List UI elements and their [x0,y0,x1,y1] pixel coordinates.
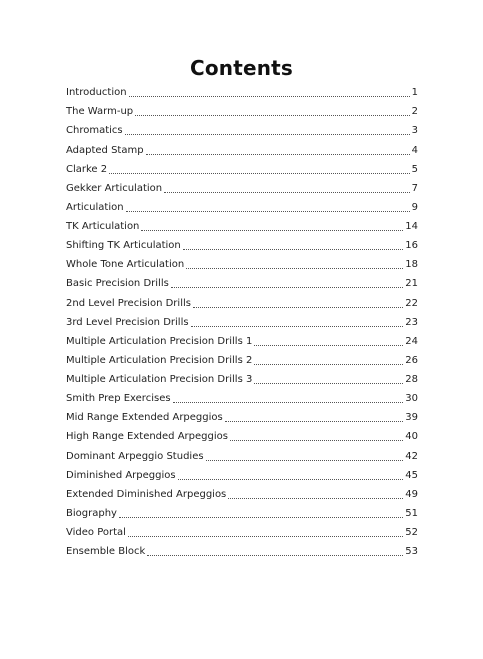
toc-entry-page-number: 16 [405,240,418,252]
dot-leader [171,287,403,288]
toc-entry-label: Multiple Articulation Precision Drills 2 [66,354,253,366]
dot-leader [191,326,404,327]
toc-entry-label: Extended Diminished Arpeggios [66,488,227,500]
toc-entry [66,252,418,271]
toc-entry [66,367,418,386]
toc-entry-page-number: 26 [405,354,418,366]
dot-leader [228,498,403,499]
dot-leader [164,192,410,193]
dot-leader [128,536,403,537]
toc-entry [66,195,418,214]
toc-entry-label: Whole Tone Articulation [66,259,185,271]
toc-entry-page-number: 30 [405,393,418,405]
toc-entry-label: Multiple Articulation Precision Drills 3 [66,374,253,385]
toc-entry-page-number: 14 [405,221,418,232]
toc-entry [66,290,418,309]
toc-entry-label: Clarke 2 [66,163,108,175]
toc-entry-label: Dominant Arpeggio Studies [66,450,204,462]
toc-entry-label: High Range Extended Arpeggios [66,431,228,443]
toc-entry [66,233,418,252]
toc-entry-page-number: 5 [411,163,418,175]
toc-entry [66,80,418,99]
dot-leader [193,307,403,308]
toc-entry-label: Introduction [66,87,127,99]
dot-leader [119,517,403,518]
toc-entry-label: Video Portal [66,527,126,538]
toc-entry [66,482,418,501]
toc-entry [66,424,418,443]
toc-entry-page-number: 3 [411,125,418,137]
toc-entry [66,329,418,348]
dot-leader [254,345,403,346]
toc-entry-page-number: 51 [405,507,418,519]
page-title: Contents [189,56,294,80]
toc-entry-label: Ensemble Block [66,546,146,558]
toc-entry-label: Mid Range Extended Arpeggios [66,412,223,424]
toc-entry-label: The Warm-up [66,106,134,118]
toc-entry-page-number: 53 [405,546,418,558]
toc-entry [66,520,418,539]
toc-entry [66,118,418,137]
toc-entry [66,99,418,118]
dot-leader [225,421,404,422]
toc-entry [66,271,418,290]
toc-entry [66,463,418,482]
toc-entry-page-number: 21 [405,278,418,290]
toc-entry-label: Gekker Articulation [66,182,163,194]
dot-leader [178,479,404,480]
toc-entry-label: Shifting TK Articulation [66,240,181,252]
dot-leader [173,402,404,403]
dot-leader [147,555,403,556]
toc-entry-page-number: 22 [405,297,418,309]
toc-entry-page-number: 24 [405,335,418,347]
dot-leader [126,211,410,212]
dot-leader [254,364,403,365]
toc-entry-label: Biography [66,507,117,519]
toc-entry-page-number: 28 [405,374,418,385]
toc-entry-page-number: 23 [405,316,418,328]
toc-entry-label: Smith Prep Exercises [66,393,171,405]
toc-entry [66,405,418,424]
toc-entry [66,386,418,405]
toc-entry-label: Diminished Arpeggios [66,469,176,481]
toc-entry-page-number: 52 [405,527,418,538]
dot-leader [206,460,404,461]
toc-entry-page-number: 7 [411,182,418,194]
toc-entry-page-number: 45 [405,469,418,481]
dot-leader [109,173,409,174]
toc-entry-label: TK Articulation [66,221,140,232]
toc-entry-label: 3rd Level Precision Drills [66,316,189,328]
toc-entry [66,348,418,367]
dot-leader [230,440,403,441]
toc-entry-page-number: 42 [405,450,418,462]
toc-entry [66,176,418,195]
toc-entry [66,310,418,329]
dot-leader [146,154,410,155]
dot-leader [254,383,403,384]
toc-entry-label: Articulation [66,201,124,213]
toc-entry-page-number: 2 [411,106,418,118]
toc-entry-page-number: 40 [405,431,418,443]
dot-leader [129,96,410,97]
dot-leader [125,134,410,135]
toc-entry-label: Adapted Stamp [66,144,144,156]
toc-entry-page-number: 39 [405,412,418,424]
dot-leader [186,268,403,269]
toc-entry-label: Chromatics [66,125,123,137]
toc-entry-page-number: 1 [411,87,418,99]
toc-entry [66,539,418,558]
toc-entry-label: Basic Precision Drills [66,278,169,290]
toc-entry-page-number: 4 [411,144,418,156]
toc-entry [66,501,418,520]
toc-entry-page-number: 49 [405,488,418,500]
dot-leader [141,230,403,231]
toc-entry [66,443,418,462]
toc-entry-page-number: 9 [411,201,418,213]
toc-entry [66,214,418,233]
toc-entry [66,137,418,156]
toc-entry-label: Multiple Articulation Precision Drills 1 [66,335,253,347]
toc-entry [66,157,418,176]
dot-leader [135,115,410,116]
table-of-contents [66,80,418,558]
toc-entry-label: 2nd Level Precision Drills [66,297,191,309]
toc-entry-page-number: 18 [405,259,418,271]
dot-leader [183,249,404,250]
